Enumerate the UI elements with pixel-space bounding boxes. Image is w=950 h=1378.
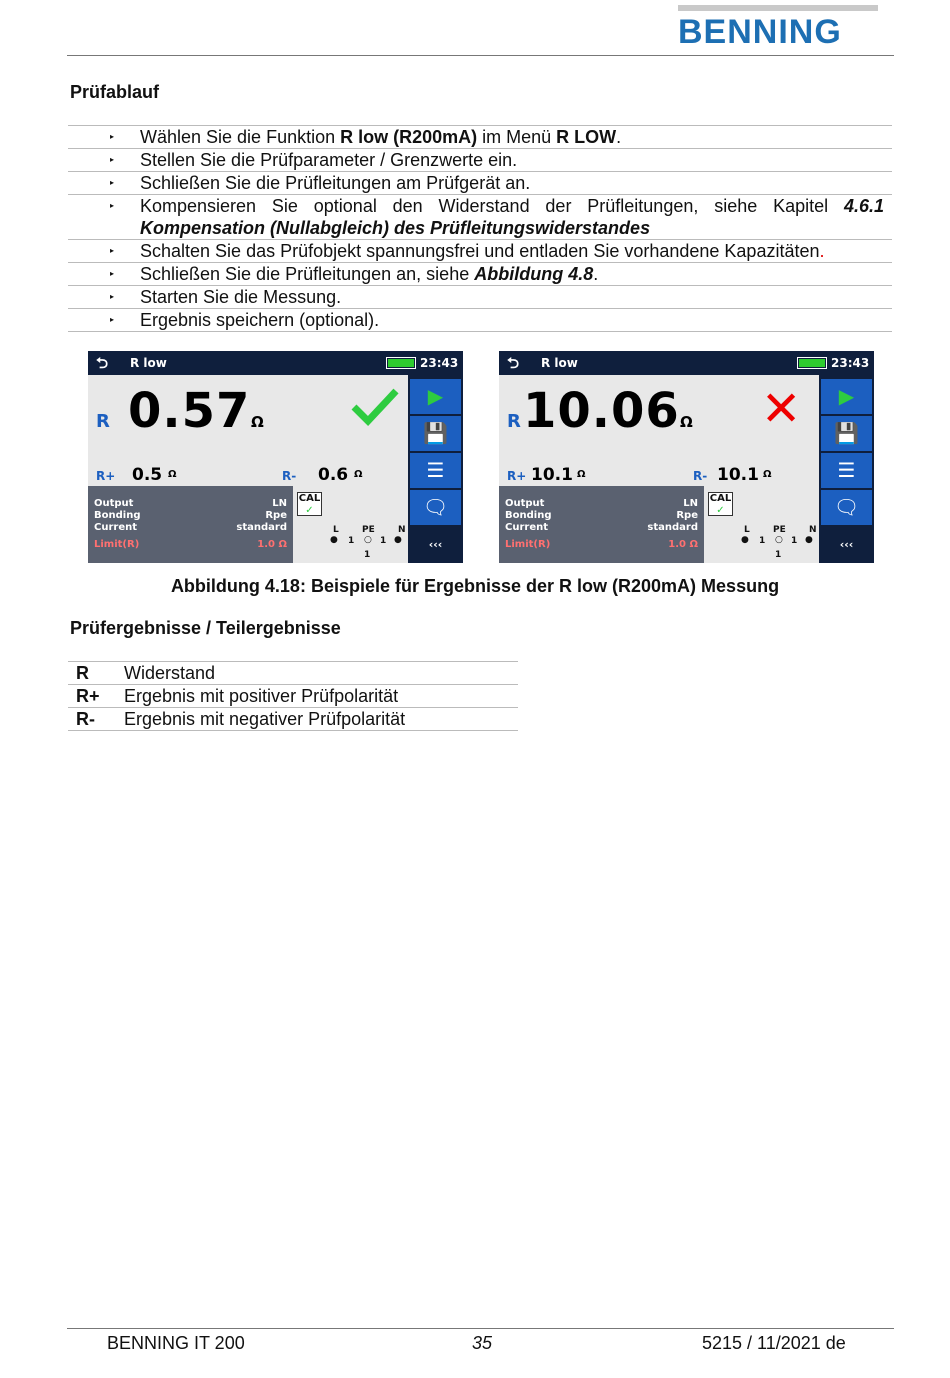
result-desc: Ergebnis mit positiver Prüfpolarität <box>124 686 399 706</box>
cal-icon: CAL ✓ <box>298 493 321 516</box>
list-item: ▸ Wählen Sie die Funktion R low (R200mA) im Menü R LOW. <box>68 125 892 148</box>
play-icon[interactable]: ▶ <box>821 379 872 414</box>
param-label: Current <box>505 522 549 533</box>
screen-title: R low <box>130 356 167 370</box>
terminal-diagram: L PE N ● 1 ○ 1 ● 1 <box>330 525 406 560</box>
device-screen-pass <box>88 351 463 563</box>
header-rule <box>67 55 894 56</box>
list-item: ▸ Schließen Sie die Prüfleitungen an, siehe Abbildung 4.8. <box>68 262 892 285</box>
rminus-value: 0.6 <box>318 465 349 485</box>
param-value: standard <box>647 522 698 533</box>
param-value: Rpe <box>676 510 698 521</box>
clock: 23:43 <box>420 356 459 370</box>
rplus-value: 0.5 <box>132 465 163 485</box>
parameter-panel <box>499 486 704 563</box>
results-table <box>68 661 518 731</box>
list-item: ▸ Schließen Sie die Prüfleitungen am Prüfgerät an. <box>68 171 892 194</box>
rplus-unit: Ω <box>168 469 177 480</box>
limit-value: 1.0 Ω <box>668 539 698 550</box>
softkey-panel <box>819 375 874 563</box>
cal-icon: CAL ✓ <box>709 493 732 516</box>
r-value: 10.06 <box>523 383 680 439</box>
comment-icon[interactable]: 🗨 <box>410 490 461 525</box>
back-icon[interactable]: ⮌ <box>507 354 520 372</box>
result-desc: Ergebnis mit negativer Prüfpolarität <box>124 709 406 729</box>
back-arrows-button[interactable]: ‹‹‹ <box>821 527 872 562</box>
section-title: Prüfablauf <box>70 82 160 102</box>
rminus-value: 10.1 <box>717 465 759 485</box>
limit-value: 1.0 Ω <box>257 539 287 550</box>
result-desc: Widerstand <box>124 663 216 683</box>
rminus-label: R- <box>282 469 297 483</box>
param-label: Current <box>94 522 138 533</box>
save-icon[interactable]: 💾 <box>410 416 461 451</box>
list-item: ▸ Starten Sie die Messung. <box>68 285 892 308</box>
battery-icon <box>797 357 827 369</box>
r-unit: Ω <box>251 413 264 431</box>
param-value: Rpe <box>265 510 287 521</box>
bullet-icon: ▸ <box>110 155 115 164</box>
rplus-label: R+ <box>96 469 116 483</box>
param-label: Bonding <box>94 510 141 521</box>
save-icon[interactable]: 💾 <box>821 416 872 451</box>
procedure-list <box>68 125 892 332</box>
bullet-icon: ▸ <box>110 132 115 141</box>
fail-cross-icon: ✕ <box>761 381 802 437</box>
limit-label: Limit(R) <box>94 539 140 550</box>
results-title: Prüfergebnisse / Teilergebnisse <box>70 618 341 638</box>
page-number: 35 <box>472 1333 493 1353</box>
status-bar <box>499 351 874 375</box>
list-icon[interactable]: ☰ <box>821 453 872 488</box>
bullet-icon: ▸ <box>110 246 115 255</box>
bullet-icon: ▸ <box>110 178 115 187</box>
limit-label: Limit(R) <box>505 539 551 550</box>
rplus-value: 10.1 <box>531 465 573 485</box>
rminus-unit: Ω <box>354 469 363 480</box>
bullet-icon: ▸ <box>110 269 115 278</box>
param-value: LN <box>683 498 698 509</box>
rminus-unit: Ω <box>763 469 772 480</box>
parameter-panel <box>88 486 293 563</box>
softkey-panel <box>408 375 463 563</box>
footer-product: BENNING IT 200 <box>107 1333 245 1353</box>
rplus-label: R+ <box>507 469 527 483</box>
param-label: Output <box>94 498 134 509</box>
list-icon[interactable]: ☰ <box>410 453 461 488</box>
benning-logo <box>678 5 878 49</box>
figure-caption: Abbildung 4.18: Beispiele für Ergebnisse der R low (R200mA) Messung <box>170 576 780 596</box>
result-key: R <box>76 663 89 683</box>
list-item: ▸ Ergebnis speichern (optional). <box>68 308 892 332</box>
back-arrows-button[interactable]: ‹‹‹ <box>410 527 461 562</box>
battery-icon <box>386 357 416 369</box>
rplus-unit: Ω <box>577 469 586 480</box>
rminus-label: R- <box>693 469 708 483</box>
table-row <box>68 684 518 707</box>
logo-text: BENNING <box>678 13 842 51</box>
terminal-diagram: L PE N ● 1 ○ 1 ● 1 <box>741 525 817 560</box>
param-value: standard <box>236 522 287 533</box>
result-key: R+ <box>76 686 100 706</box>
comment-icon[interactable]: 🗨 <box>821 490 872 525</box>
param-label: Output <box>505 498 545 509</box>
status-bar <box>88 351 463 375</box>
bullet-icon: ▸ <box>110 315 115 324</box>
r-label: R <box>507 411 521 432</box>
clock: 23:43 <box>831 356 870 370</box>
play-icon[interactable]: ▶ <box>410 379 461 414</box>
bullet-icon: ▸ <box>110 201 115 210</box>
r-label: R <box>96 411 110 432</box>
device-screen-fail <box>499 351 874 563</box>
screen-title: R low <box>541 356 578 370</box>
table-row <box>68 707 518 731</box>
footer-doc-id: 5215 / 11/2021 de <box>702 1333 846 1353</box>
param-label: Bonding <box>505 510 552 521</box>
list-item: ▸ Stellen Sie die Prüfparameter / Grenzwerte ein. <box>68 148 892 171</box>
pass-check-icon <box>350 387 400 427</box>
param-value: LN <box>272 498 287 509</box>
r-value: 0.57 <box>128 383 251 439</box>
result-key: R- <box>76 709 95 729</box>
back-icon[interactable]: ⮌ <box>96 354 109 372</box>
footer-rule <box>67 1328 894 1329</box>
table-row <box>68 661 518 684</box>
list-item: ▸ Schalten Sie das Prüfobjekt spannungsfrei und entladen Sie vorhandene Kapazitäten. <box>68 239 892 262</box>
r-unit: Ω <box>680 413 693 431</box>
bullet-icon: ▸ <box>110 292 115 301</box>
list-item: ▸ Kompensieren Sie optional den Widerstand der Prüfleitungen, siehe Kapitel 4.6.1 Kompensation (Nullabgleich) des Prüfleitungswiderstandes <box>68 194 892 239</box>
